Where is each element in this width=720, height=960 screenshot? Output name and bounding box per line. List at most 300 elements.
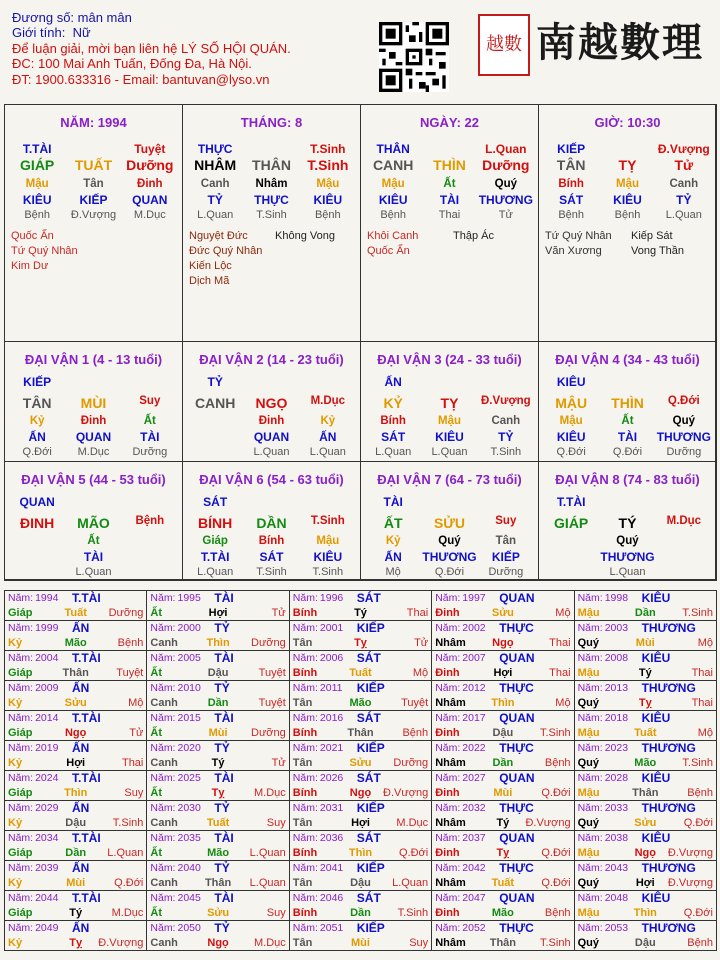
year-pillar: [8, 787, 143, 799]
year-value: 2052: [462, 922, 486, 934]
year-value: 2040: [177, 862, 201, 874]
year-stem: Ất: [150, 907, 162, 919]
pillar-top-item: [243, 142, 299, 156]
year-stem: Tân: [292, 817, 313, 829]
year-value: 2015: [177, 712, 201, 724]
year-stage: T.Sinh: [112, 817, 144, 829]
year-prefix: Năm:: [577, 622, 603, 634]
year-branch: Sửu: [207, 907, 230, 919]
year-value: 2050: [177, 922, 201, 934]
year-stem: Nhâm: [435, 697, 466, 709]
dai-van-gods-item: KIÊU: [556, 430, 586, 444]
year-label: [435, 652, 485, 664]
year-stage: Bệnh: [402, 727, 429, 739]
dai-van-mid-item: MÙI: [80, 395, 107, 411]
pillar-row-stages: [5, 209, 182, 221]
dai-van-hidden-item: [187, 415, 243, 427]
year-god: TÀI: [214, 831, 234, 845]
pillar-gods-item: TỶ: [207, 193, 223, 207]
year-stage: Suy: [409, 937, 429, 949]
year-prefix: Năm:: [150, 712, 176, 724]
year-pillar: [8, 847, 143, 859]
year-stage: Mộ: [128, 697, 144, 709]
year-cell: [289, 740, 432, 771]
year-god: THƯƠNG: [641, 921, 696, 935]
year-prefix: Năm:: [150, 652, 176, 664]
year-stem: Nhâm: [435, 937, 466, 949]
year-cell: [4, 890, 147, 921]
year-god: T.TÀI: [72, 591, 101, 605]
year-branch: Tuất: [349, 667, 372, 679]
year-pillar: [293, 667, 428, 679]
year-cell: [4, 620, 147, 651]
year-branch: Tuất: [491, 877, 515, 889]
year-branch: Hợi: [208, 607, 228, 619]
year-value: 2035: [177, 832, 201, 844]
year-prefix: Năm:: [577, 652, 603, 664]
pillar-row-stages: [183, 209, 360, 221]
year-stage: Mộ: [555, 697, 571, 709]
year-stage: Đ.Vượng: [98, 937, 144, 949]
dai-van-stages-item: Mộ: [385, 566, 401, 578]
year-value: 2036: [319, 832, 344, 844]
year-label: [8, 592, 58, 604]
year-stem: Tân: [292, 637, 313, 649]
year-stage: T.Sinh: [682, 607, 713, 619]
year-label: [150, 622, 200, 634]
year-stage: M.Dục: [396, 817, 429, 829]
year-stage: Tuyệt: [258, 697, 286, 709]
year-stage: Bệnh: [687, 937, 713, 949]
year-god: T.TÀI: [72, 771, 101, 785]
pillar-gods-item: TỶ: [676, 193, 692, 207]
year-stem: Tân: [292, 757, 313, 769]
dai-van-hidden-item: Tân: [495, 535, 517, 547]
dai-van-row-hidden: [361, 415, 538, 427]
year-god: ẤN: [72, 861, 90, 875]
pillar-row-hidden: [5, 178, 182, 190]
year-stem: Nhâm: [435, 637, 466, 649]
year-value: 2037: [462, 832, 486, 844]
pillar-row-stages: [361, 209, 538, 221]
year-prefix: Năm:: [292, 802, 318, 814]
year-prefix: Năm:: [435, 742, 461, 754]
year-cell: [289, 620, 432, 651]
year-value: 2039: [35, 862, 59, 874]
dai-van-row-hidden: [539, 535, 716, 547]
year-prefix: Năm:: [150, 802, 176, 814]
dai-van-stages-item: T.Sinh: [490, 446, 522, 458]
year-value: 1995: [177, 592, 201, 604]
year-stem: Bính: [292, 907, 318, 919]
year-stem: Bính: [292, 667, 318, 679]
dai-van-cell: [182, 461, 361, 581]
gender-value: Nữ: [72, 25, 91, 41]
star-note: Kiếp Sát: [631, 230, 673, 242]
year-prefix: Năm:: [435, 652, 461, 664]
dai-van-mid-item: TÂN: [22, 395, 52, 411]
year-branch: Hợi: [635, 877, 655, 889]
dai-van-stages-item: [543, 566, 599, 578]
year-label: [578, 682, 628, 694]
dai-van-row-gods: [361, 550, 538, 564]
year-branch: Ngọ: [634, 847, 656, 859]
year-god: TÀI: [214, 651, 234, 665]
year-god: SÁT: [356, 771, 381, 785]
year-stage: T.Sinh: [539, 727, 571, 739]
star-note: Kim Dư: [11, 260, 49, 272]
year-prefix: Năm:: [577, 802, 603, 814]
dai-van-hidden-item: Mậu: [316, 535, 340, 547]
year-stem: Bính: [292, 607, 318, 619]
year-value: 2003: [604, 622, 629, 634]
dai-van-stages-item: [9, 566, 65, 578]
year-cell: [146, 590, 289, 621]
pillar-mid-item: T.Sinh: [307, 157, 349, 173]
year-pillar: [435, 847, 570, 859]
year-label: [578, 772, 628, 784]
year-pillar: [435, 817, 570, 829]
year-stage: Mộ: [697, 727, 713, 739]
dai-van-title: ĐẠI VẬN 1 (4 - 13 tuổi): [24, 352, 163, 367]
year-stage: Mộ: [555, 607, 571, 619]
year-value: 1999: [35, 622, 59, 634]
year-cell: [4, 800, 147, 831]
year-pillar: [8, 817, 143, 829]
year-label: [150, 712, 200, 724]
pillar-mid-item: THÂN: [252, 157, 291, 173]
dai-van-gods-item: KIÊU: [313, 550, 343, 564]
year-stage: M.Dục: [253, 787, 286, 799]
pillar-notes-left: [11, 229, 78, 274]
dai-van-row-hidden: [183, 535, 360, 547]
dai-van-cell: [538, 341, 717, 462]
pillar-hidden-item: Canh: [200, 178, 230, 190]
year-stage: Q.Đới: [683, 907, 713, 919]
year-prefix: Năm:: [292, 622, 318, 634]
year-cell: [431, 620, 574, 651]
year-branch: Thân: [204, 877, 232, 889]
year-label: [8, 652, 58, 664]
dai-van-top-god: TỶ: [207, 375, 223, 389]
pillar-mid-item: TUẤT: [74, 157, 113, 173]
year-stage: Bệnh: [687, 787, 713, 799]
year-pillar: [293, 877, 428, 889]
year-prefix: Năm:: [435, 922, 461, 934]
year-pillar: [435, 757, 570, 769]
year-branch: Mùi: [351, 937, 370, 949]
pillar-hidden-item: Mậu: [316, 178, 340, 190]
year-branch: Thìn: [64, 787, 88, 799]
dai-van-row-mid: [183, 515, 360, 531]
pillar-row-top: [539, 142, 716, 156]
year-label: [293, 622, 343, 634]
year-stage: Tuyệt: [116, 667, 144, 679]
year-label: [578, 592, 628, 604]
year-label: [150, 772, 200, 784]
year-god: TỶ: [214, 861, 230, 875]
year-cell: [431, 860, 574, 891]
year-prefix: Năm:: [435, 682, 461, 694]
year-prefix: Năm:: [8, 742, 34, 754]
year-stem: Canh: [150, 637, 178, 649]
dai-van-stages-item: [122, 566, 178, 578]
star-note: Tứ Quý Nhân: [11, 245, 78, 257]
pillar-stages-item: L.Quan: [665, 209, 702, 221]
year-prefix: Năm:: [8, 862, 34, 874]
year-branch: Tý: [354, 607, 367, 619]
year-value: 2010: [177, 682, 201, 694]
dai-van-hidden-item: Quý: [672, 415, 695, 427]
year-cell: [574, 590, 717, 621]
year-pillar: [435, 667, 570, 679]
year-branch: Hợi: [493, 667, 513, 679]
chart-grid: [4, 104, 716, 580]
pillar-gods-item: KIÊU: [22, 193, 52, 207]
year-stem: Giáp: [8, 787, 33, 799]
year-branch: Dần: [65, 847, 87, 859]
year-label: [293, 772, 343, 784]
dai-van-gods-item: TÀI: [617, 430, 638, 444]
pillar-stages-item: Đ.Vượng: [70, 209, 117, 221]
year-pillar: [578, 667, 713, 679]
year-branch: Thìn: [633, 907, 657, 919]
year-stage: Tuyệt: [401, 697, 429, 709]
year-stem: Nhâm: [435, 817, 466, 829]
pillar-notes-left: [367, 229, 418, 259]
year-stem: Quý: [577, 877, 599, 889]
dai-van-hidden-item: Đinh: [80, 415, 107, 427]
year-branch: Tý: [638, 667, 652, 679]
pillar-gods-item: KIÊU: [378, 193, 408, 207]
year-prefix: Năm:: [577, 772, 603, 784]
year-cell: [4, 740, 147, 771]
year-god: KIÊU: [641, 891, 671, 905]
pillar-top-item: T.TÀI: [22, 142, 52, 156]
dai-van-stages-item: L.Quan: [375, 446, 412, 458]
year-label: [435, 622, 485, 634]
pillar-row-mid: [361, 157, 538, 173]
pillar-top-item: L.Quan: [485, 142, 527, 156]
spacer: [421, 495, 477, 509]
pillar-hidden-item: Nhâm: [255, 178, 288, 190]
year-branch: Sửu: [634, 817, 657, 829]
dai-van-hidden-item: Quý: [616, 535, 639, 547]
year-value: 1998: [604, 592, 629, 604]
year-pillar: [293, 847, 428, 859]
pillar-row-mid: [539, 157, 716, 173]
pillar-notes-left: [189, 229, 262, 289]
year-stage: M.Dục: [111, 907, 144, 919]
pillar-row-gods: [539, 193, 716, 207]
year-branch: Dậu: [634, 937, 656, 949]
year-stage: Tử: [271, 607, 286, 619]
year-pillar: [435, 787, 570, 799]
year-branch: Thân: [489, 937, 517, 949]
dai-van-row-gods: [539, 550, 716, 564]
year-cell: [146, 860, 289, 891]
pillar-cell: [360, 104, 539, 342]
year-branch: Dần: [350, 907, 371, 919]
dai-van-row-stages: [183, 566, 360, 578]
year-stem: Kỷ: [8, 817, 23, 829]
spacer: [122, 375, 178, 389]
year-value: 2017: [462, 712, 486, 724]
year-value: 2047: [462, 892, 486, 904]
dai-van-row-mid: [361, 395, 538, 411]
year-stem: Mậu: [577, 667, 600, 679]
spacer: [300, 495, 356, 509]
year-pillar: [8, 907, 143, 919]
year-value: 2022: [462, 742, 486, 754]
spacer: [599, 495, 655, 509]
pillar-notes-right: [453, 229, 494, 244]
dai-van-cell: [360, 341, 539, 462]
pillar-stages-item: Thai: [438, 209, 461, 221]
year-branch: Mùi: [66, 877, 86, 889]
year-label: [435, 682, 485, 694]
pillar-cell: [4, 104, 183, 342]
year-pillar: [293, 787, 428, 799]
dai-van-mid-item: THÌN: [611, 395, 644, 411]
pillar-stages-item: Bệnh: [558, 209, 585, 221]
dai-van-row-mid: [5, 395, 182, 411]
year-pillar: [8, 667, 143, 679]
year-cell: [146, 710, 289, 741]
year-god: THỰC: [499, 681, 534, 695]
year-god: TỶ: [214, 621, 230, 635]
dai-van-gods-item: [656, 550, 712, 564]
year-label: [8, 772, 58, 784]
dai-van-row-mid: [183, 395, 360, 411]
star-note: Thập Ác: [453, 230, 494, 242]
dai-van-row-mid: [361, 515, 538, 531]
dai-van-top-god: TÀI: [383, 495, 403, 509]
contact-phone-email[interactable]: ĐT: 1900.633316 - Email: bantuvan@lyso.vn: [12, 71, 270, 87]
dai-van-stages-item: [656, 566, 712, 578]
year-stage: Dưỡng: [251, 637, 286, 649]
pillar-hidden-item: Quý: [494, 178, 517, 190]
year-prefix: Năm:: [8, 682, 34, 694]
dai-van-gods-item: T.TÀI: [200, 550, 230, 564]
year-god: KIẾP: [356, 861, 385, 875]
year-stage: Tử: [414, 637, 429, 649]
year-prefix: Năm:: [435, 862, 461, 874]
year-branch: Mùi: [493, 787, 513, 799]
year-stem: Tân: [292, 877, 313, 889]
owner-name: mân mân: [77, 10, 132, 25]
year-stage: Bệnh: [117, 637, 144, 649]
dai-van-hidden-item: [656, 535, 712, 547]
year-cell: [574, 740, 717, 771]
star-note: Văn Xương: [545, 245, 602, 257]
year-god: T.TÀI: [72, 891, 101, 905]
year-pillar: [578, 637, 713, 649]
year-value: 2006: [319, 652, 344, 664]
year-god: TÀI: [214, 771, 234, 785]
dai-van-gods-item: [543, 550, 599, 564]
dai-van-top: [361, 495, 538, 509]
year-stage: Đ.Vượng: [525, 817, 571, 829]
year-branch: Mão: [634, 757, 657, 769]
year-prefix: Năm:: [577, 922, 603, 934]
pillar-mid-item: TÂN: [556, 157, 586, 173]
year-god: THƯƠNG: [641, 621, 696, 635]
year-branch: Tỵ: [69, 937, 83, 949]
year-stage: Đ.Vượng: [383, 787, 429, 799]
year-prefix: Năm:: [292, 652, 318, 664]
year-value: 2034: [35, 832, 59, 844]
year-label: [435, 712, 485, 724]
year-prefix: Năm:: [8, 772, 34, 784]
year-label: [8, 922, 58, 934]
year-value: 2026: [319, 772, 344, 784]
year-label: [8, 892, 58, 904]
year-pillar: [150, 937, 285, 949]
year-prefix: Năm:: [150, 742, 176, 754]
spacer: [599, 375, 655, 389]
year-prefix: Năm:: [292, 682, 318, 694]
year-pillar: [8, 727, 143, 739]
year-god: TỶ: [214, 681, 230, 695]
year-pillar: [435, 937, 570, 949]
dai-van-top-god: KIÊU: [556, 375, 586, 389]
year-prefix: Năm:: [577, 742, 603, 754]
year-value: 2004: [35, 652, 59, 664]
year-stem: Kỷ: [8, 757, 23, 769]
dai-van-row-mid: [539, 515, 716, 531]
year-stage: Suy: [266, 817, 286, 829]
year-value: 2021: [319, 742, 344, 754]
year-prefix: Năm:: [150, 772, 176, 784]
year-stem: Quý: [577, 817, 599, 829]
year-god: THƯƠNG: [641, 801, 696, 815]
pillar-row-top: [5, 142, 182, 156]
dai-van-row-stages: [5, 446, 182, 458]
dai-van-title: ĐẠI VẬN 5 (44 - 53 tuổi): [21, 472, 166, 487]
dai-van-row-stages: [183, 446, 360, 458]
year-label: [578, 802, 628, 814]
year-cell: [289, 920, 432, 951]
year-cell: [574, 830, 717, 861]
dai-van-mid-item: T.Sinh: [310, 515, 345, 527]
pillar-gods-item: TÀI: [439, 193, 460, 207]
year-branch: Tỵ: [211, 787, 225, 799]
dai-van-top: [539, 375, 716, 389]
pillar-title: THÁNG: 8: [240, 115, 303, 130]
dai-van-row-mid: [539, 395, 716, 411]
year-god: QUAN: [499, 831, 535, 845]
year-god: KIẾP: [356, 681, 385, 695]
year-stem: Canh: [150, 937, 178, 949]
year-pillar: [150, 847, 285, 859]
year-value: 2051: [319, 922, 344, 934]
dai-van-gods-item: SÁT: [259, 550, 284, 564]
pillar-mid-item: Dưỡng: [126, 157, 174, 173]
year-label: [293, 742, 343, 754]
year-value: 2031: [319, 802, 344, 814]
year-cell: [574, 620, 717, 651]
year-prefix: Năm:: [435, 892, 461, 904]
year-label: [578, 832, 628, 844]
pillar-stages-item: M.Dục: [133, 209, 166, 221]
pillar-gods-item: KIÊU: [313, 193, 343, 207]
year-god: TÀI: [214, 891, 234, 905]
year-value: 2041: [319, 862, 344, 874]
year-stage: Q.Đới: [398, 847, 429, 859]
year-stage: Dưỡng: [108, 607, 144, 619]
year-cell: [574, 890, 717, 921]
